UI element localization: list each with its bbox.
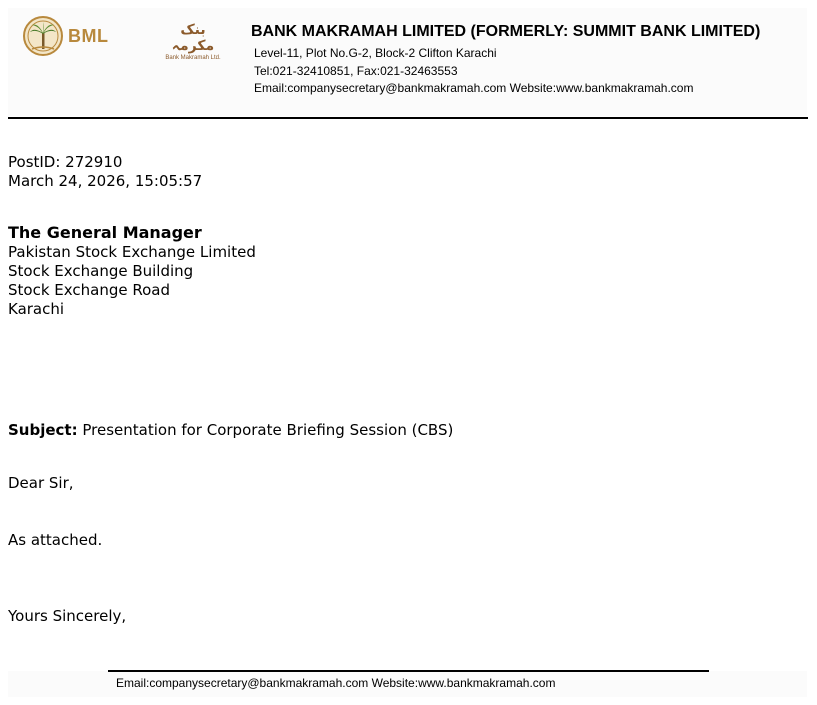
letter-datetime: March 24, 2026, 15:05:57 [8,172,203,190]
letter-body: As attached. [8,531,103,549]
header-divider [8,117,808,119]
arabic-logo-text: بنک مکرمہ [171,22,215,54]
bml-logo [22,14,114,58]
recipient-line: Stock Exchange Building [8,262,194,280]
subject-label: Subject: [8,421,78,439]
subject-line [8,421,453,439]
footer-contact-line: Email:companysecretary@bankmakramah.com Website:www.bankmakramah.com [116,676,556,690]
letterhead [8,8,807,116]
recipient-title: The General Manager [8,223,202,242]
arabic-logo [158,22,228,61]
palm-tree-icon [22,15,64,57]
footer-divider [108,670,709,672]
arabic-logo-subtext: Bank Makramah Ltd. [165,55,221,61]
salutation: Dear Sir, [8,474,74,492]
address-line: Level-11, Plot No.G-2, Block-2 Clifton Karachi [254,46,497,60]
recipient-line: Pakistan Stock Exchange Limited [8,243,256,261]
post-id: PostID: 272910 [8,153,123,171]
email-website-line: Email:companysecretary@bankmakramah.com Website:www.bankmakramah.com [254,81,694,95]
subject-text: Presentation for Corporate Briefing Session (CBS) [77,421,454,439]
bml-logo-text: BML [68,25,109,46]
recipient-line: Stock Exchange Road [8,281,170,299]
recipient-line: Karachi [8,300,65,318]
phone-fax-line: Tel:021-32410851, Fax:021-32463553 [254,64,458,78]
closing: Yours Sincerely, [8,607,127,625]
bank-name: BANK MAKRAMAH LIMITED (FORMERLY: SUMMIT BANK LIMITED) [251,23,761,40]
